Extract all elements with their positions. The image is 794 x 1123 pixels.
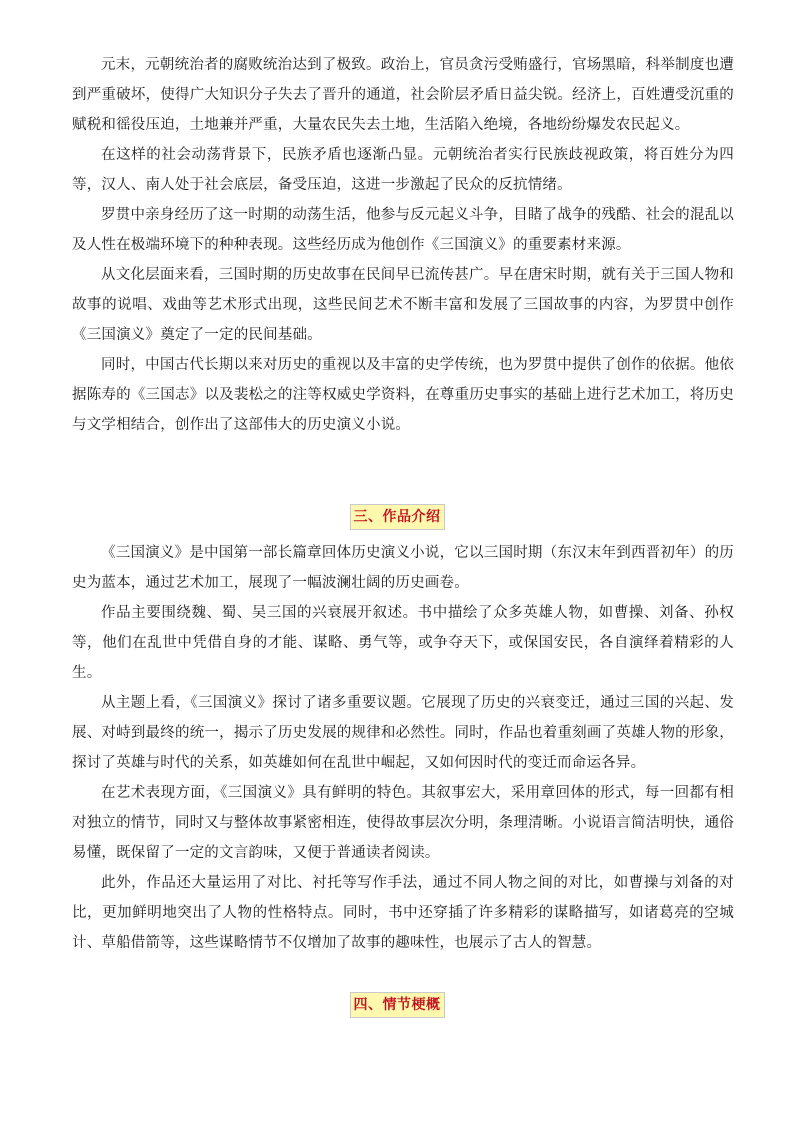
paragraph: 此外，作品还大量运用了对比、衬托等写作手法，通过不同人物之间的对比，如曹操与刘备的对比，更加鲜明地突出了人物的性格特点。同时，书中还穿插了许多精彩的谋略描写，如诸葛亮的空城计、草船借箭等，这些谋略情节不仅增加了故事的趣味性，也展示了古人的智慧。	[72, 875, 734, 951]
historical-background-section	[72, 50, 734, 440]
paragraph: 从文化层面来看，三国时期的历史故事在民间早已流传甚广。早在唐宋时期，就有关于三国人物和故事的说唱、戏曲等艺术形式出现，这些民间艺术不断丰富和发展了三国故事的内容，为罗贯中创作《三国演义》奠定了一定的民间基础。	[72, 267, 734, 343]
paragraph: 从主题上看，《三国演义》探讨了诸多重要议题。它展现了历史的兴衰变迁，通过三国的兴起、发展、对峙到最终的统一，揭示了历史发展的规律和必然性。同时，作品也着重刻画了英雄人物的形象，探讨了英雄与时代的关系，如英雄如何在乱世中崛起，又如何因时代的变迁而命运各异。	[72, 695, 734, 771]
paragraph: 作品主要围绕魏、蜀、吴三国的兴衰展开叙述。书中描绘了众多英雄人物，如曹操、刘备、孙权等，他们在乱世中凭借自身的才能、谋略、勇气等，或争夺天下，或保国安民，各自演绎着精彩的人生。	[72, 605, 734, 681]
paragraph: 《三国演义》是中国第一部长篇章回体历史演义小说，它以三国时期（东汉末年到西晋初年）的历史为蓝本，通过艺术加工，展现了一幅波澜壮阔的历史画卷。	[72, 545, 734, 591]
work-introduction-section	[72, 538, 734, 958]
paragraph: 罗贯中亲身经历了这一时期的动荡生活，他参与反元起义斗争，目睹了战争的残酷、社会的混乱以及人性在极端环境下的种种表现。这些经历成为他创作《三国演义》的重要素材来源。	[72, 207, 734, 253]
section-heading-wrapper	[0, 504, 794, 530]
section-heading-plot-summary: 四、情节梗概	[350, 992, 445, 1018]
paragraph: 在艺术表现方面，《三国演义》具有鲜明的特色。其叙事宏大，采用章回体的形式，每一回都有相对独立的情节，同时又与整体故事紧密相连，使得故事层次分明，条理清晰。小说语言简洁明快，通俗易懂，既保留了一定的文言韵味，又便于普通读者阅读。	[72, 785, 734, 861]
section-heading-work-introduction: 三、作品介绍	[350, 504, 445, 530]
paragraph: 在这样的社会动荡背景下，民族矛盾也逐渐凸显。元朝统治者实行民族歧视政策，将百姓分为四等，汉人、南人处于社会底层，备受压迫，这进一步激起了民众的反抗情绪。	[72, 147, 734, 193]
paragraph: 同时，中国古代长期以来对历史的重视以及丰富的史学传统，也为罗贯中提供了创作的依据。他依据陈寿的《三国志》以及裴松之的注等权威史学资料，在尊重历史事实的基础上进行艺术加工，将历史与文学相结合，创作出了这部伟大的历史演义小说。	[72, 357, 734, 433]
section-heading-wrapper	[0, 992, 794, 1018]
paragraph: 元末，元朝统治者的腐败统治达到了极致。政治上，官员贪污受贿盛行，官场黑暗，科举制度也遭到严重破坏，使得广大知识分子失去了晋升的通道，社会阶层矛盾日益尖锐。经济上，百姓遭受沉重的赋税和徭役压迫，土地兼并严重，大量农民失去土地，生活陷入绝境，各地纷纷爆发农民起义。	[72, 57, 734, 133]
